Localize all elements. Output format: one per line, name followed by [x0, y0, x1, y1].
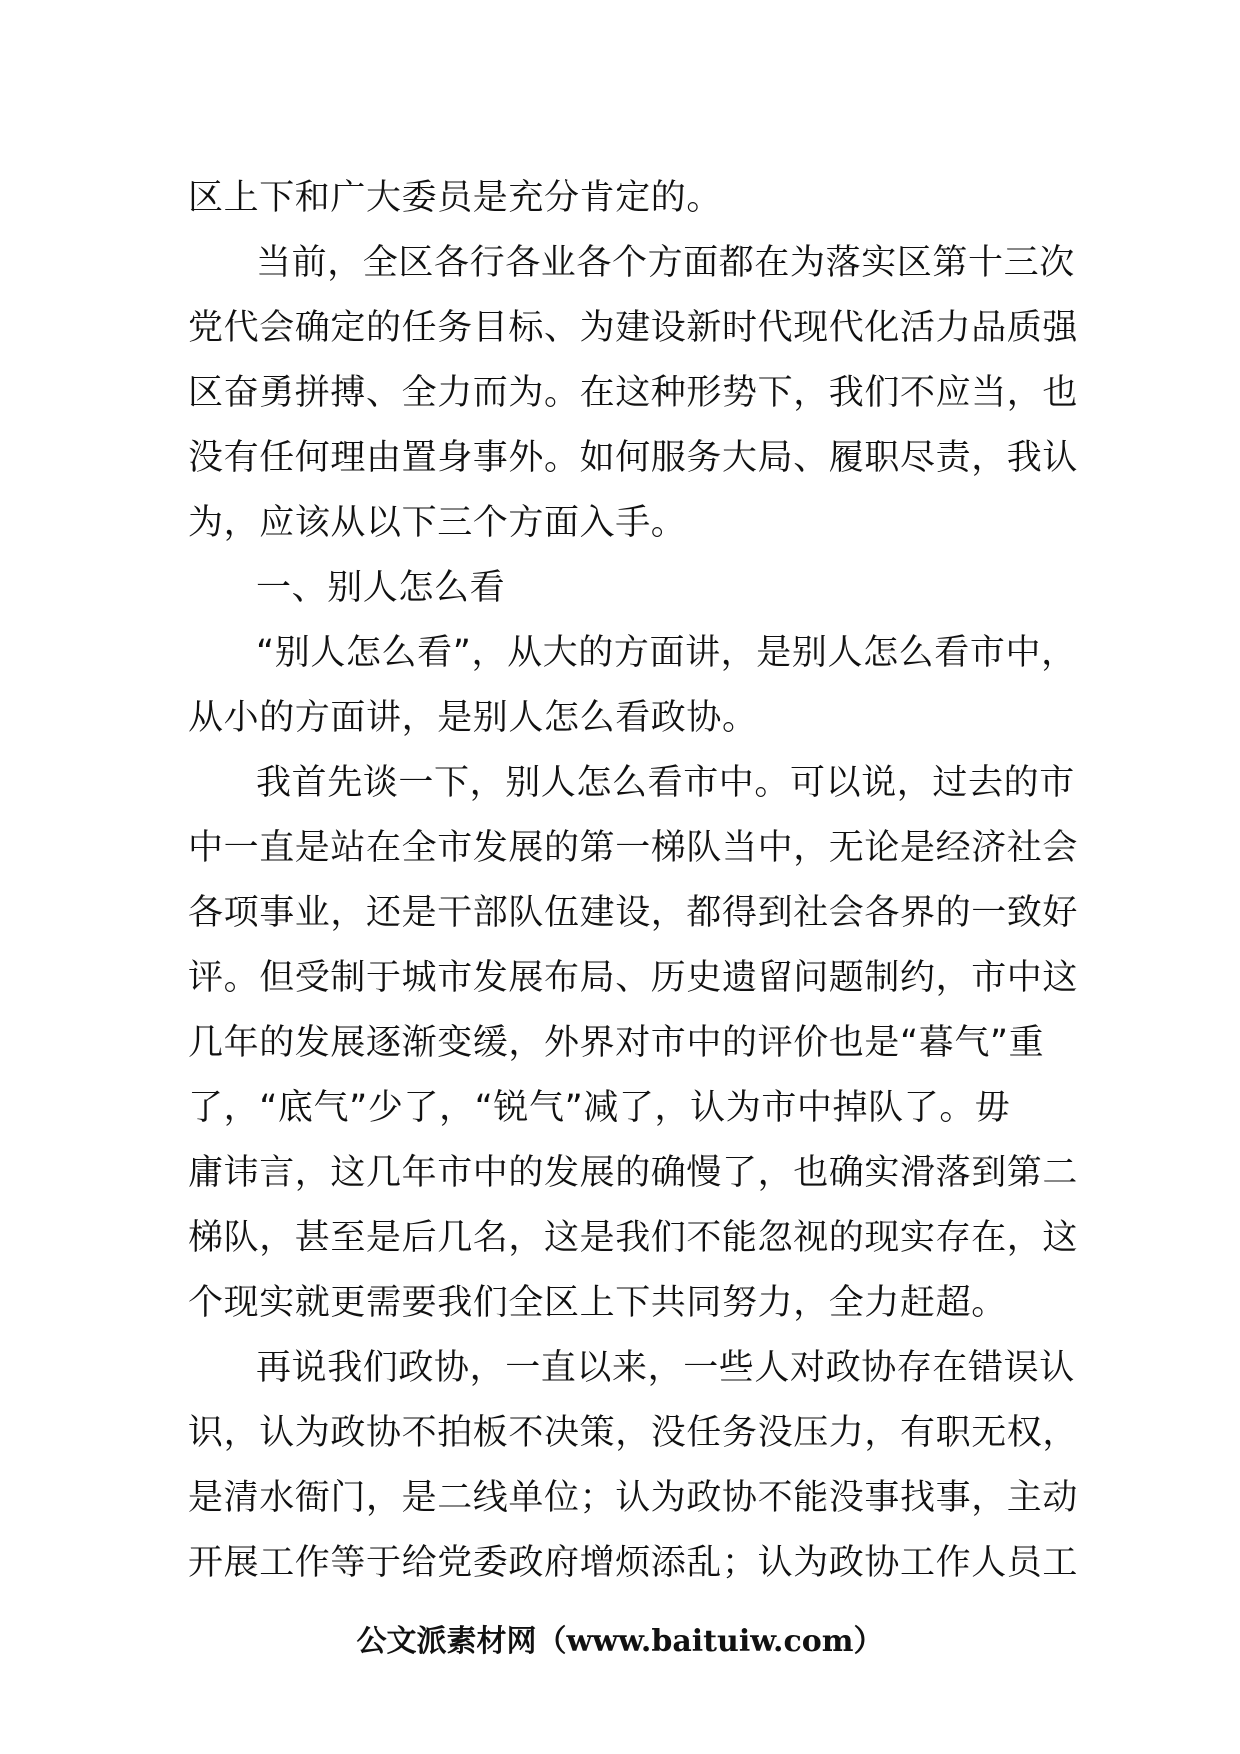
paragraph-first-line: 一、别人怎么看 [256, 568, 506, 608]
text-line: 庸讳言，这几年市中的发展的确慢了，也确实滑落到第二 [188, 1153, 1079, 1193]
text-line: 是清水衙门，是二线单位；认为政协不能没事找事，主动 [188, 1478, 1079, 1518]
text-line: 评。但受制于城市发展布局、历史遗留问题制约，市中这 [188, 958, 1079, 998]
text-line: 为，应该从以下三个方面入手。 [188, 503, 687, 543]
paragraph-first-line: 再说我们政协，一直以来，一些人对政协存在错误认 [256, 1348, 1075, 1388]
text-line: 没有任何理由置身事外。如何服务大局、履职尽责，我认 [188, 438, 1079, 478]
text-line: 中一直是站在全市发展的第一梯队当中，无论是经济社会 [188, 828, 1079, 868]
text-line: 几年的发展逐渐变缓，外界对市中的评价也是“暮气”重 [188, 1023, 1045, 1063]
document-body [188, 166, 1079, 1596]
text-line: 党代会确定的任务目标、为建设新时代现代化活力品质强 [188, 308, 1079, 348]
text-line: 个现实就更需要我们全区上下共同努力，全力赶超。 [188, 1283, 1007, 1323]
text-line: 开展工作等于给党委政府增烦添乱；认为政协工作人员工 [188, 1543, 1079, 1583]
text-line: 梯队，甚至是后几名，这是我们不能忽视的现实存在，这 [188, 1218, 1079, 1258]
footer-watermark: 公文派素材网（www.baituiw.com） [356, 1624, 884, 1659]
paragraph-first-line: “别人怎么看”，从大的方面讲，是别人怎么看市中， [256, 633, 1077, 673]
text-line: 各项事业，还是干部队伍建设，都得到社会各界的一致好 [188, 893, 1079, 933]
text-line: 区奋勇拼搏、全力而为。在这种形势下，我们不应当，也 [188, 373, 1079, 413]
paragraph-first-line: 我首先谈一下，别人怎么看市中。可以说，过去的市 [256, 763, 1075, 803]
text-line: 了，“底气”少了，“锐气”减了，认为市中掉队了。毋 [188, 1088, 1011, 1128]
text-line: 识，认为政协不拍板不决策，没任务没压力，有职无权， [188, 1413, 1079, 1453]
paragraph-first-line: 当前，全区各行各业各个方面都在为落实区第十三次 [256, 243, 1075, 283]
text-line: 从小的方面讲，是别人怎么看政协。 [188, 698, 758, 738]
text-line: 区上下和广大委员是充分肯定的。 [188, 178, 723, 218]
